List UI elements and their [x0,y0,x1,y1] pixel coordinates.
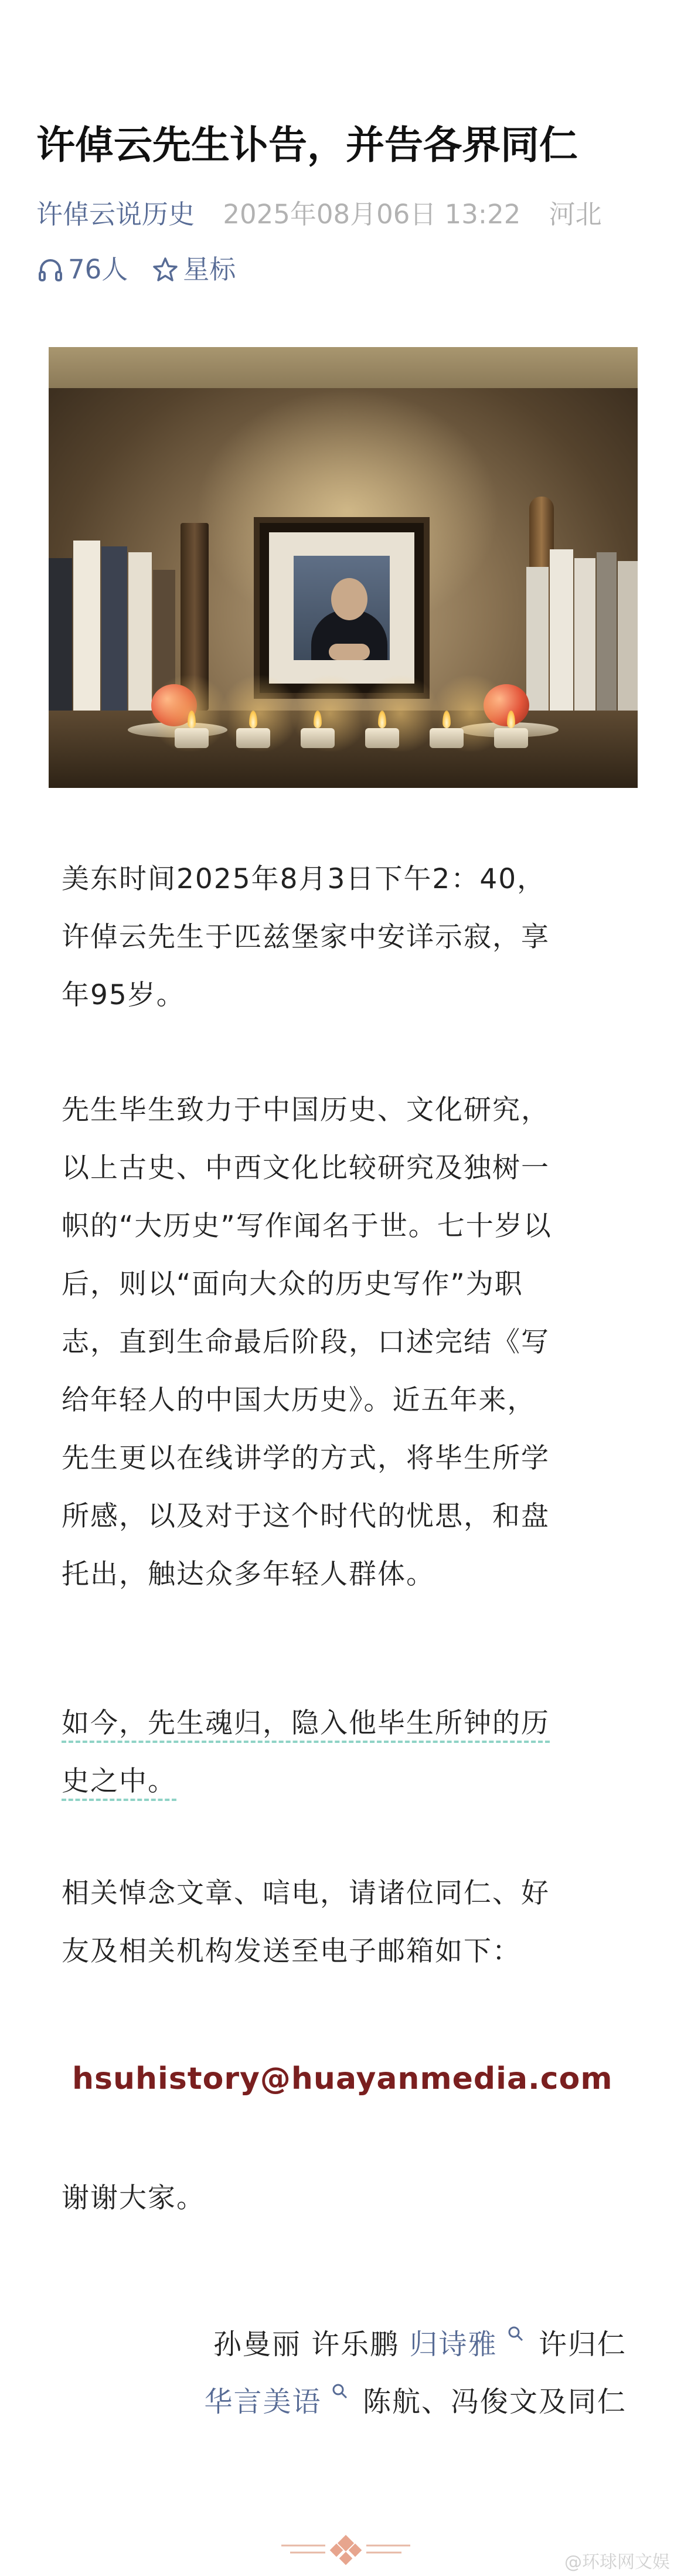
search-link-huayan[interactable]: 华言美语 [204,2385,322,2418]
headphones-icon [36,256,64,284]
article-actions [36,252,236,287]
article-title: 许倬云先生讣告，并告各界同仁 [36,123,578,168]
watermark: @环球网文娱 [564,2552,670,2572]
paragraph-biography: 先生毕生致力于中国历史、文化研究， 以上古史、中西文化比较研究及独树一 帜的“大历史”写作闻名于世。七十岁以 后，则以“面向大众的历史写作”为职 志，直到生命最后阶段，口述完结《写 给年轻人的中国大历史》。近五年来， 先生更以在线讲学的方式，将毕生所学 所感，以及对于这个时代的忧思，和盘 托出，触达众多年轻人群体。 [62,1094,552,1591]
paragraph-condolence-request: 相关悼念文章、唁电，请诸位同仁、好 友及相关机构发送至电子邮箱如下： [62,1877,550,1967]
memorial-photo [49,347,638,788]
star-label: 星标 [183,254,236,285]
star-outline-icon [151,256,179,284]
publish-date: 2025年08月06日 13:22 [223,199,521,230]
ornament-icon [275,2533,416,2568]
thanks-text: 谢谢大家。 [62,2182,205,2214]
highlighted-text: 史之中。 [62,1765,176,1801]
star-button[interactable] [151,252,236,287]
article-meta [36,197,669,232]
highlighted-text: 如今，先生魂归，隐入他毕生所钟的历 [62,1707,550,1743]
search-small-icon [508,2326,524,2342]
search-small-icon [332,2383,348,2400]
paragraph-announcement: 美东时间2025年8月3日下午2：40， 许倬云先生于匹兹堡家中安详示寂，享 年95岁。 [62,863,550,1011]
publish-location: 河北 [549,199,602,230]
search-link-gui-shiya[interactable]: 归诗雅 [409,2328,498,2361]
paragraph-tribute [62,1694,630,1810]
signature-line-2: 华言美语 陈航、冯俊文及同仁 [52,2379,627,2419]
account-name-link[interactable]: 许倬云说历史 [36,199,195,230]
signature-line-1: 孙曼丽 许乐鹏 归诗雅 许归仁 [52,2322,627,2362]
listen-button[interactable] [36,252,128,287]
contact-email[interactable]: hsuhistory@huayanmedia.com [72,2061,613,2096]
listen-count: 76人 [68,254,128,285]
portrait-frame [254,517,430,699]
